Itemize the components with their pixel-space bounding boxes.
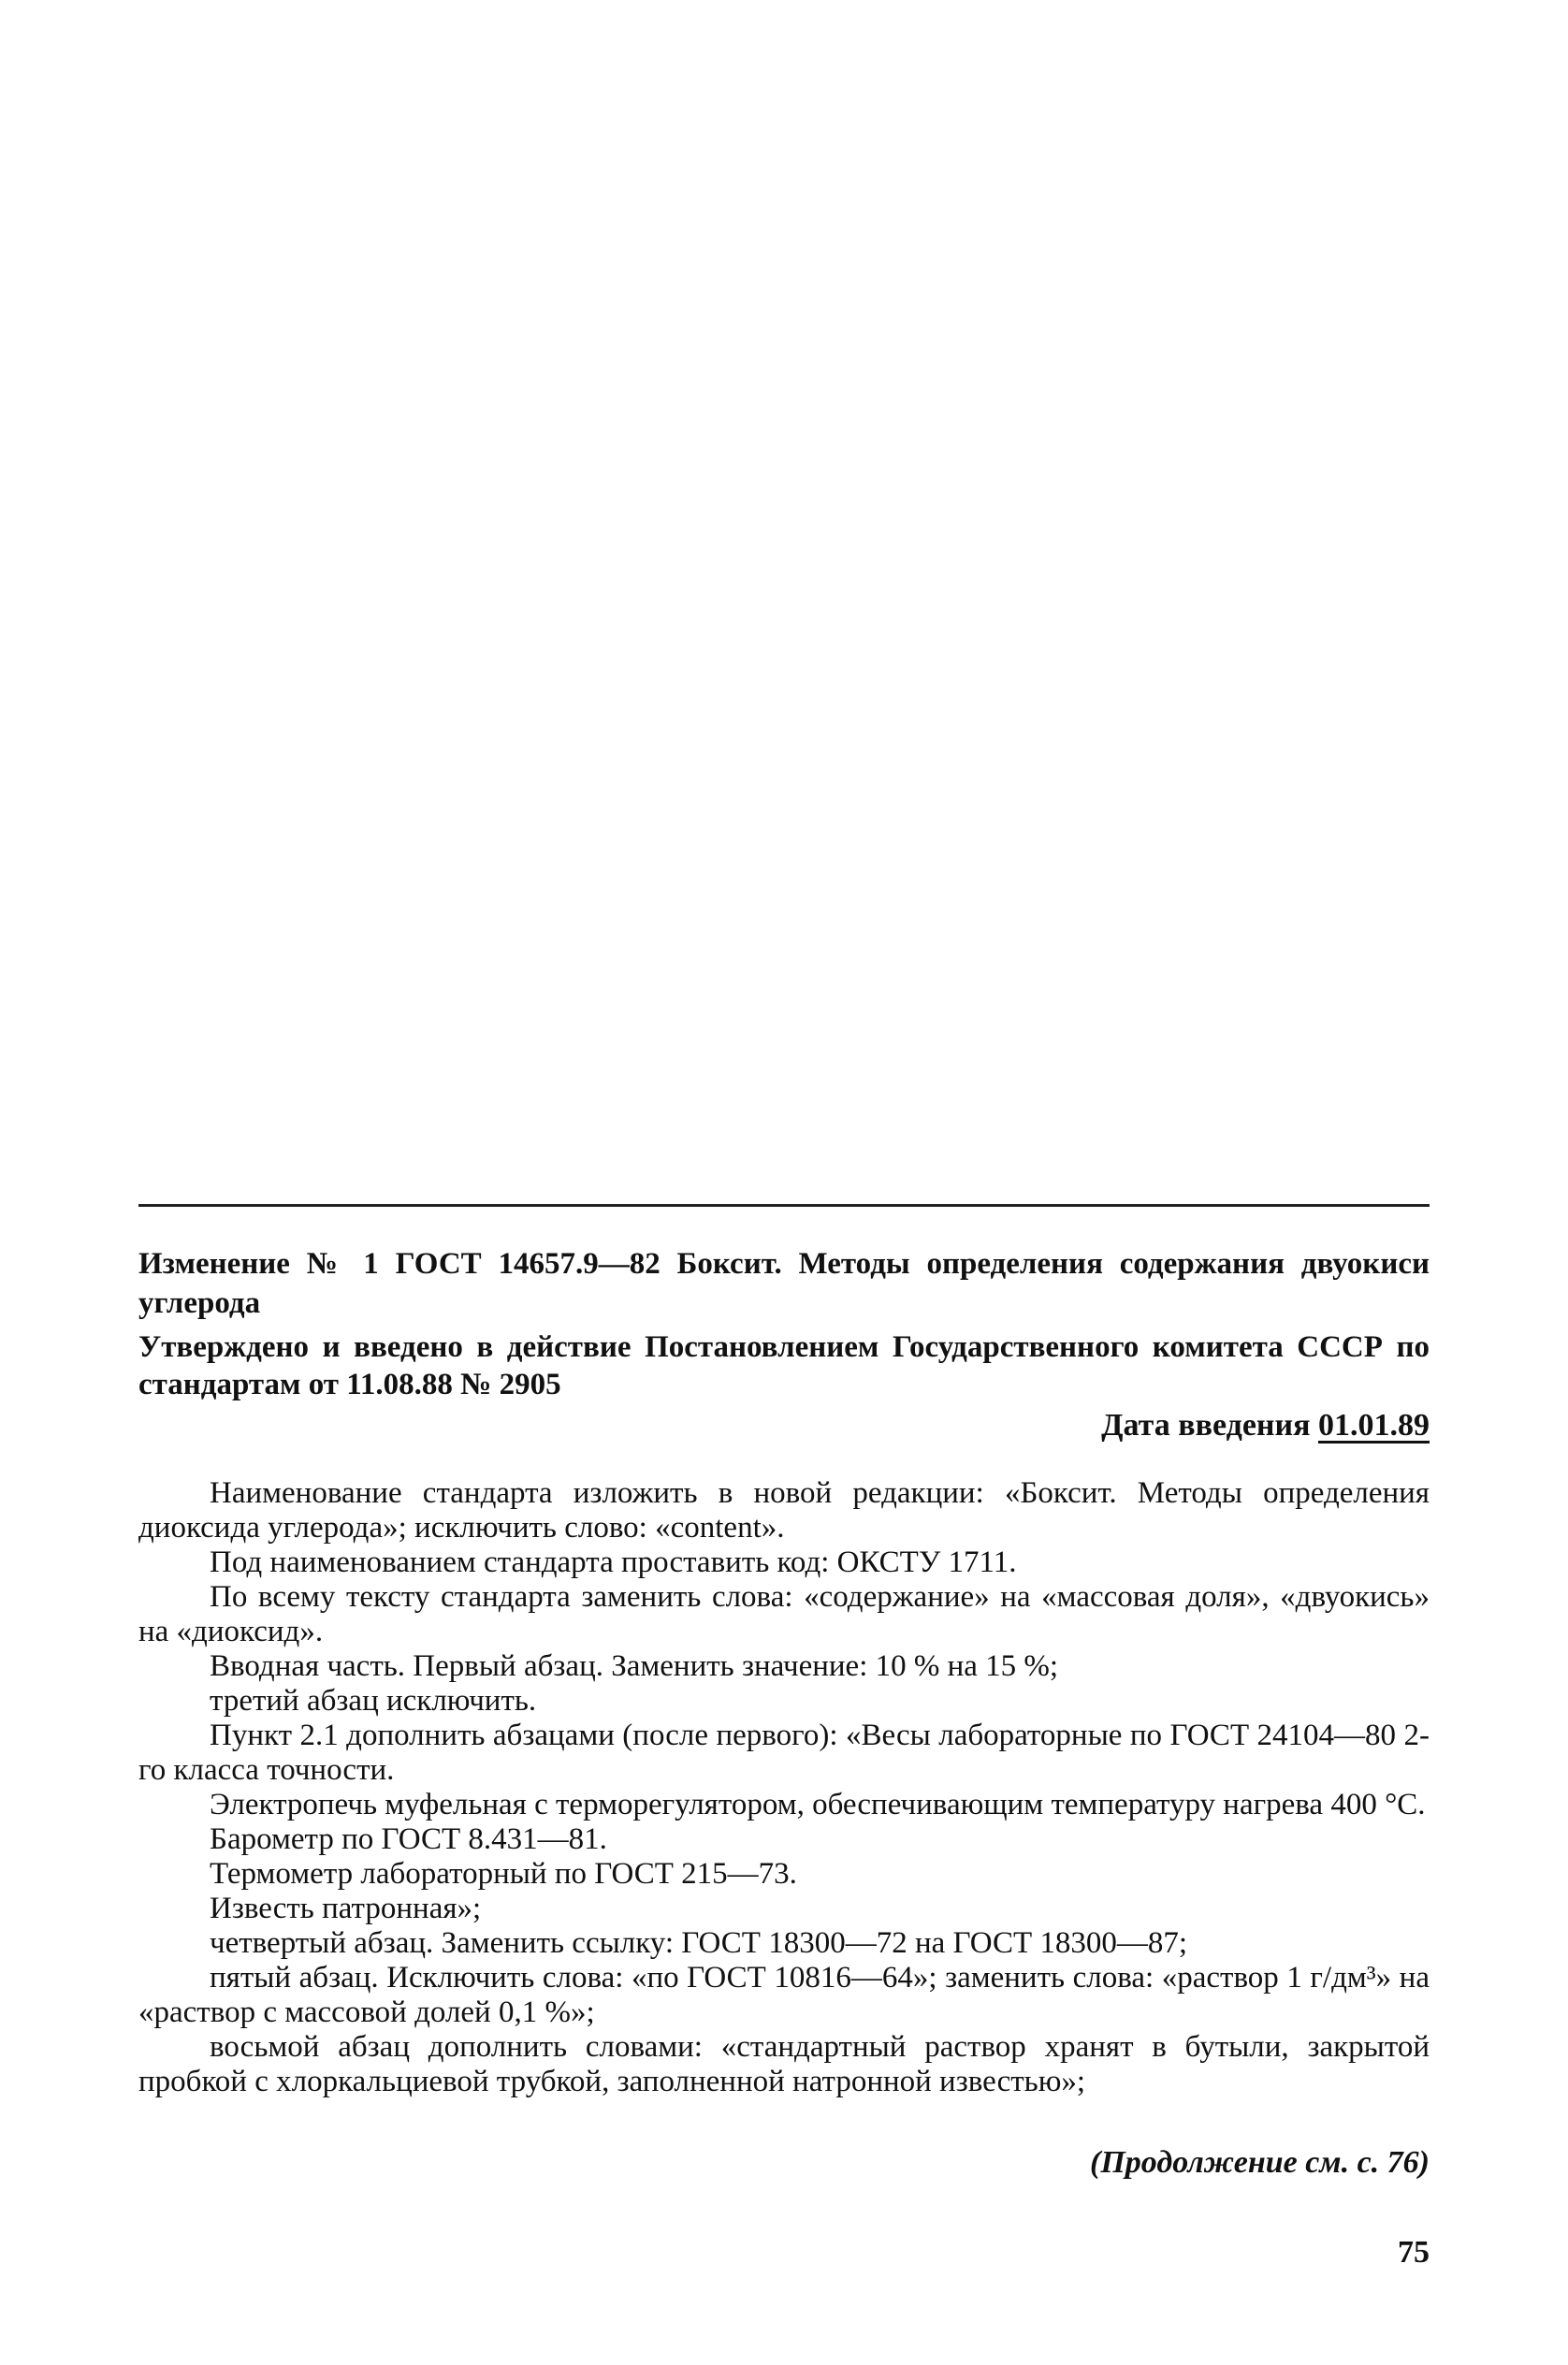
body-paragraph: третий абзац исключить. (210, 1684, 537, 1718)
body-paragraph: Под наименованием стандарта проставить код: ОКСТУ 1711. (210, 1545, 1017, 1579)
body-paragraph: Электропечь муфельная с терморегулятором, обеспечивающим температуру нагрева 400 °С. (210, 1788, 1426, 1821)
page-number: 75 (1398, 2235, 1430, 2270)
effective-date-label: Дата введения (1101, 1408, 1311, 1443)
body-paragraph: Наименование стандарта изложить в новой редакции: «Боксит. Методы определения диоксида углерода»; исключить слово: «content». (138, 1476, 1430, 1545)
body-paragraph: Известь патронная»; (210, 1892, 482, 1925)
body-paragraph: По всему тексту стандарта заменить слова: «содержание» на «массовая доля», «двуокись» на «диоксид». (138, 1580, 1430, 1648)
effective-date-value: 01.01.89 (1318, 1408, 1430, 1443)
body-paragraph: Термометр лабораторный по ГОСТ 215—73. (210, 1857, 797, 1891)
effective-date-line (138, 1407, 1430, 1444)
body-paragraph: Барометр по ГОСТ 8.431—81. (210, 1822, 607, 1856)
continuation-note: (Продолжение см. с. 76) (1090, 2145, 1430, 2180)
amendment-body (138, 1476, 1430, 2099)
body-paragraph: Пункт 2.1 дополнить абзацами (после первого): «Весы лабораторные по ГОСТ 24104—80 2-го класса точности. (138, 1719, 1430, 1787)
body-paragraph: четвертый абзац. Заменить ссылку: ГОСТ 18300—72 на ГОСТ 18300—87; (210, 1926, 1188, 1960)
top-rule (138, 1204, 1430, 1207)
body-paragraph: Вводная часть. Первый абзац. Заменить значение: 10 % на 15 %; (210, 1649, 1059, 1683)
approval-statement: Утверждено и введено в действие Постановлением Государственного комитета СССР по стандартам от 11.08.88 № 2905 (138, 1330, 1430, 1401)
body-paragraph: восьмой абзац дополнить словами: «стандартный раствор хранят в бутыли, закрытой пробкой с хлоркальциевой трубкой, заполненной натронной известью»; (138, 2030, 1430, 2098)
amendment-title: Изменение № 1 ГОСТ 14657.9—82 Боксит. Методы определения содержания двуокиси углерода (138, 1247, 1430, 1320)
body-paragraph: пятый абзац. Исключить слова: «по ГОСТ 10816—64»; заменить слова: «раствор 1 г/дм³» на «раствор с массовой долей 0,1 %»; (138, 1961, 1430, 2029)
